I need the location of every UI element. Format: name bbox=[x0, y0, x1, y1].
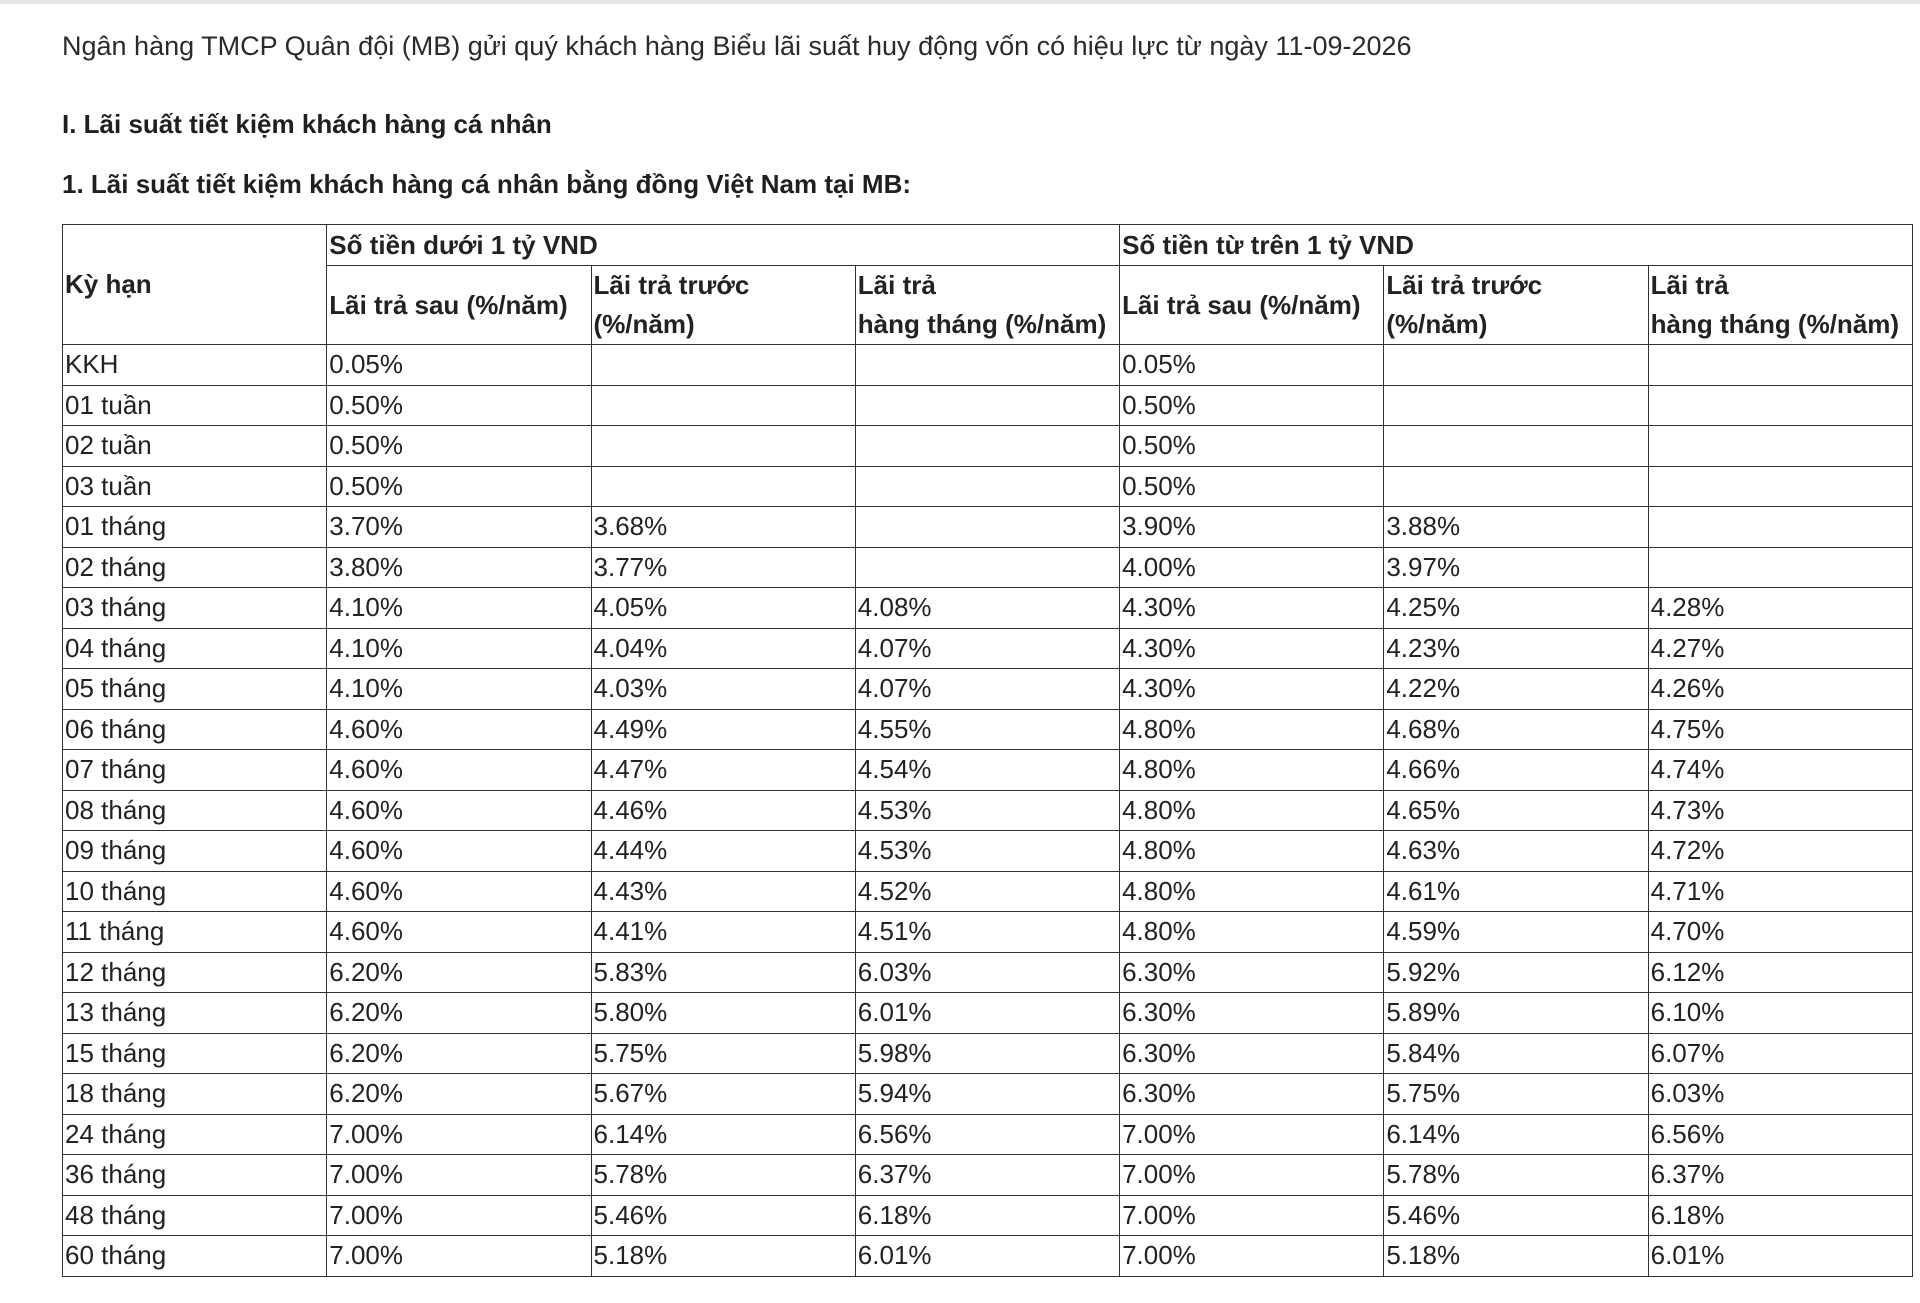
table-row bbox=[63, 547, 1913, 588]
column-header-line: (%/năm) bbox=[1386, 309, 1488, 339]
rate-cell: 3.97% bbox=[1384, 547, 1648, 588]
rate-cell: 4.61% bbox=[1384, 871, 1648, 912]
term-cell: 01 tuần bbox=[63, 385, 327, 426]
rate-cell: 7.00% bbox=[1120, 1155, 1384, 1196]
rate-cell: 5.80% bbox=[591, 993, 855, 1034]
rate-cell bbox=[1384, 466, 1648, 507]
rate-cell: 4.07% bbox=[855, 669, 1119, 710]
rate-cell: 7.00% bbox=[327, 1195, 591, 1236]
rate-cell: 5.78% bbox=[591, 1155, 855, 1196]
table-row bbox=[63, 385, 1913, 426]
rate-cell bbox=[591, 426, 855, 467]
table-row bbox=[63, 993, 1913, 1034]
rate-cell: 6.30% bbox=[1120, 1074, 1384, 1115]
rate-cell bbox=[855, 507, 1119, 548]
rate-cell: 4.72% bbox=[1648, 831, 1912, 872]
rate-cell bbox=[1648, 507, 1912, 548]
column-header bbox=[855, 266, 1119, 345]
rate-cell bbox=[855, 426, 1119, 467]
rate-cell: 4.30% bbox=[1120, 588, 1384, 629]
rate-cell: 5.67% bbox=[591, 1074, 855, 1115]
subsection-heading: 1. Lãi suất tiết kiệm khách hàng cá nhân bằng đồng Việt Nam tại MB: bbox=[62, 169, 912, 199]
table-row bbox=[63, 1155, 1913, 1196]
column-header bbox=[591, 266, 855, 345]
rate-cell: 6.56% bbox=[1648, 1114, 1912, 1155]
rate-cell bbox=[591, 385, 855, 426]
group-header-under-1b: Số tiền dưới 1 tỷ VND bbox=[327, 225, 1120, 266]
rate-cell: 6.18% bbox=[855, 1195, 1119, 1236]
rate-cell bbox=[591, 345, 855, 386]
rate-cell bbox=[1384, 385, 1648, 426]
rate-cell: 6.12% bbox=[1648, 952, 1912, 993]
rate-cell: 4.41% bbox=[591, 912, 855, 953]
rate-cell bbox=[855, 466, 1119, 507]
rate-cell: 6.01% bbox=[1648, 1236, 1912, 1277]
rate-cell: 4.08% bbox=[855, 588, 1119, 629]
rate-cell: 4.53% bbox=[855, 831, 1119, 872]
column-header-line: Lãi trả sau (%/năm) bbox=[1122, 289, 1361, 320]
rate-cell: 4.47% bbox=[591, 750, 855, 791]
rate-cell: 4.80% bbox=[1120, 709, 1384, 750]
term-cell: 02 tuần bbox=[63, 426, 327, 467]
rate-cell: 4.55% bbox=[855, 709, 1119, 750]
rate-cell: 4.22% bbox=[1384, 669, 1648, 710]
rate-cell: 4.63% bbox=[1384, 831, 1648, 872]
rate-cell: 4.60% bbox=[327, 790, 591, 831]
rate-cell: 4.03% bbox=[591, 669, 855, 710]
rate-cell: 4.59% bbox=[1384, 912, 1648, 953]
term-cell: 03 tháng bbox=[63, 588, 327, 629]
rate-cell: 6.14% bbox=[591, 1114, 855, 1155]
section-heading: I. Lãi suất tiết kiệm khách hàng cá nhân bbox=[62, 109, 552, 139]
table-row bbox=[63, 709, 1913, 750]
term-cell: 60 tháng bbox=[63, 1236, 327, 1277]
column-header-line: Lãi trả trước bbox=[1386, 270, 1543, 300]
table-row bbox=[63, 1195, 1913, 1236]
table-row bbox=[63, 628, 1913, 669]
rate-cell bbox=[1648, 345, 1912, 386]
rate-cell: 7.00% bbox=[1120, 1195, 1384, 1236]
rate-cell: 6.20% bbox=[327, 993, 591, 1034]
rate-cell: 6.30% bbox=[1120, 952, 1384, 993]
term-cell: 05 tháng bbox=[63, 669, 327, 710]
rate-cell: 7.00% bbox=[327, 1114, 591, 1155]
term-cell: KKH bbox=[63, 345, 327, 386]
rate-cell: 4.80% bbox=[1120, 750, 1384, 791]
table-row bbox=[63, 466, 1913, 507]
term-cell: 04 tháng bbox=[63, 628, 327, 669]
rate-cell bbox=[855, 547, 1119, 588]
table-row bbox=[63, 750, 1913, 791]
rate-cell: 6.30% bbox=[1120, 993, 1384, 1034]
rate-cell: 4.44% bbox=[591, 831, 855, 872]
rate-cell: 4.26% bbox=[1648, 669, 1912, 710]
rate-cell: 3.77% bbox=[591, 547, 855, 588]
rate-cell: 3.68% bbox=[591, 507, 855, 548]
rate-cell: 4.80% bbox=[1120, 831, 1384, 872]
rate-cell: 7.00% bbox=[1120, 1114, 1384, 1155]
rate-cell: 4.68% bbox=[1384, 709, 1648, 750]
rate-cell: 5.94% bbox=[855, 1074, 1119, 1115]
rate-cell bbox=[1648, 466, 1912, 507]
rate-cell: 6.01% bbox=[855, 1236, 1119, 1277]
term-cell: 12 tháng bbox=[63, 952, 327, 993]
rate-cell: 4.23% bbox=[1384, 628, 1648, 669]
rate-cell: 0.50% bbox=[327, 385, 591, 426]
rate-cell: 6.37% bbox=[1648, 1155, 1912, 1196]
rate-cell: 4.05% bbox=[591, 588, 855, 629]
rate-cell: 6.14% bbox=[1384, 1114, 1648, 1155]
column-header-line: Lãi trả bbox=[1650, 270, 1729, 300]
rate-cell: 6.18% bbox=[1648, 1195, 1912, 1236]
rate-cell bbox=[591, 466, 855, 507]
term-cell: 03 tuần bbox=[63, 466, 327, 507]
rate-cell: 5.89% bbox=[1384, 993, 1648, 1034]
column-header bbox=[327, 266, 591, 345]
rate-cell: 4.80% bbox=[1120, 871, 1384, 912]
rate-cell bbox=[1648, 547, 1912, 588]
rate-cell: 6.20% bbox=[327, 1074, 591, 1115]
rate-cell: 5.98% bbox=[855, 1033, 1119, 1074]
table-row bbox=[63, 912, 1913, 953]
term-cell: 24 tháng bbox=[63, 1114, 327, 1155]
table-row bbox=[63, 345, 1913, 386]
term-cell: 10 tháng bbox=[63, 871, 327, 912]
rate-cell: 4.60% bbox=[327, 871, 591, 912]
table-row bbox=[63, 1236, 1913, 1277]
rate-cell: 4.60% bbox=[327, 831, 591, 872]
rate-cell: 0.05% bbox=[1120, 345, 1384, 386]
rate-cell: 0.05% bbox=[327, 345, 591, 386]
term-cell: 11 tháng bbox=[63, 912, 327, 953]
rate-cell bbox=[1648, 426, 1912, 467]
rate-cell: 6.10% bbox=[1648, 993, 1912, 1034]
column-header-line: (%/năm) bbox=[593, 309, 695, 339]
rate-cell: 4.07% bbox=[855, 628, 1119, 669]
rate-cell: 4.70% bbox=[1648, 912, 1912, 953]
table-row bbox=[63, 871, 1913, 912]
rate-cell bbox=[1384, 426, 1648, 467]
table-row bbox=[63, 1114, 1913, 1155]
rate-cell: 4.28% bbox=[1648, 588, 1912, 629]
group-header-over-1b: Số tiền từ trên 1 tỷ VND bbox=[1120, 225, 1913, 266]
column-header bbox=[1120, 266, 1384, 345]
rate-cell: 4.53% bbox=[855, 790, 1119, 831]
rate-cell: 5.78% bbox=[1384, 1155, 1648, 1196]
rate-cell bbox=[855, 385, 1119, 426]
rate-cell: 4.74% bbox=[1648, 750, 1912, 791]
rate-cell: 0.50% bbox=[327, 466, 591, 507]
rate-cell: 4.00% bbox=[1120, 547, 1384, 588]
rate-cell: 4.80% bbox=[1120, 912, 1384, 953]
term-cell: 36 tháng bbox=[63, 1155, 327, 1196]
rate-cell: 4.60% bbox=[327, 750, 591, 791]
rate-cell: 4.80% bbox=[1120, 790, 1384, 831]
rate-cell: 4.10% bbox=[327, 669, 591, 710]
rate-cell: 4.04% bbox=[591, 628, 855, 669]
rate-cell: 0.50% bbox=[1120, 426, 1384, 467]
rate-cell: 7.00% bbox=[1120, 1236, 1384, 1277]
rate-cell: 3.88% bbox=[1384, 507, 1648, 548]
rate-cell: 4.10% bbox=[327, 628, 591, 669]
term-header: Kỳ hạn bbox=[63, 225, 327, 345]
term-cell: 18 tháng bbox=[63, 1074, 327, 1115]
rate-cell: 4.25% bbox=[1384, 588, 1648, 629]
rate-cell: 4.49% bbox=[591, 709, 855, 750]
rate-cell bbox=[855, 345, 1119, 386]
rate-cell: 4.43% bbox=[591, 871, 855, 912]
table-row bbox=[63, 790, 1913, 831]
term-cell: 01 tháng bbox=[63, 507, 327, 548]
rate-cell: 5.75% bbox=[1384, 1074, 1648, 1115]
term-cell: 08 tháng bbox=[63, 790, 327, 831]
rate-cell: 5.18% bbox=[591, 1236, 855, 1277]
rate-cell: 3.90% bbox=[1120, 507, 1384, 548]
table-row bbox=[63, 588, 1913, 629]
rate-cell: 4.65% bbox=[1384, 790, 1648, 831]
rate-cell: 7.00% bbox=[327, 1236, 591, 1277]
top-shade bbox=[0, 0, 1920, 4]
rate-cell: 5.92% bbox=[1384, 952, 1648, 993]
rate-cell: 5.46% bbox=[591, 1195, 855, 1236]
rate-cell: 7.00% bbox=[327, 1155, 591, 1196]
rate-cell: 5.18% bbox=[1384, 1236, 1648, 1277]
rate-cell: 6.20% bbox=[327, 1033, 591, 1074]
column-header-line: hàng tháng (%/năm) bbox=[857, 309, 1107, 339]
rate-cell: 4.52% bbox=[855, 871, 1119, 912]
rate-cell: 4.27% bbox=[1648, 628, 1912, 669]
rate-cell: 6.30% bbox=[1120, 1033, 1384, 1074]
rate-cell: 6.01% bbox=[855, 993, 1119, 1034]
table-row bbox=[63, 669, 1913, 710]
term-cell: 09 tháng bbox=[63, 831, 327, 872]
rate-cell: 4.60% bbox=[327, 709, 591, 750]
rate-cell: 5.83% bbox=[591, 952, 855, 993]
rate-cell: 6.37% bbox=[855, 1155, 1119, 1196]
rate-cell: 4.46% bbox=[591, 790, 855, 831]
table-row bbox=[63, 426, 1913, 467]
table-row bbox=[63, 1074, 1913, 1115]
rate-cell: 6.03% bbox=[1648, 1074, 1912, 1115]
column-header bbox=[1384, 266, 1648, 345]
rate-cell: 4.66% bbox=[1384, 750, 1648, 791]
rate-cell bbox=[1384, 345, 1648, 386]
rate-cell: 4.54% bbox=[855, 750, 1119, 791]
column-header-line: Lãi trả sau (%/năm) bbox=[329, 289, 568, 320]
rate-cell bbox=[1648, 385, 1912, 426]
column-header-line: Lãi trả bbox=[857, 270, 936, 300]
table-row bbox=[63, 831, 1913, 872]
rate-cell: 4.73% bbox=[1648, 790, 1912, 831]
table-row bbox=[63, 952, 1913, 993]
term-cell: 15 tháng bbox=[63, 1033, 327, 1074]
term-cell: 06 tháng bbox=[63, 709, 327, 750]
rate-cell: 3.70% bbox=[327, 507, 591, 548]
rate-cell: 5.75% bbox=[591, 1033, 855, 1074]
article-content bbox=[62, 28, 1912, 202]
table-row bbox=[63, 507, 1913, 548]
column-header-line: hàng tháng (%/năm) bbox=[1650, 309, 1900, 339]
term-cell: 02 tháng bbox=[63, 547, 327, 588]
rate-cell: 6.07% bbox=[1648, 1033, 1912, 1074]
term-cell: 13 tháng bbox=[63, 993, 327, 1034]
term-cell: 48 tháng bbox=[63, 1195, 327, 1236]
rate-cell: 5.84% bbox=[1384, 1033, 1648, 1074]
rate-cell: 6.03% bbox=[855, 952, 1119, 993]
rate-cell: 0.50% bbox=[327, 426, 591, 467]
rate-cell: 4.71% bbox=[1648, 871, 1912, 912]
rate-cell: 4.30% bbox=[1120, 669, 1384, 710]
rate-cell: 0.50% bbox=[1120, 385, 1384, 426]
rate-cell: 3.80% bbox=[327, 547, 591, 588]
interest-rate-table bbox=[62, 224, 1913, 1277]
rate-cell: 0.50% bbox=[1120, 466, 1384, 507]
intro-paragraph: Ngân hàng TMCP Quân đội (MB) gửi quý khách hàng Biểu lãi suất huy động vốn có hiệu lực từ ngày 11-09-2026 bbox=[62, 31, 1412, 61]
rate-cell: 4.10% bbox=[327, 588, 591, 629]
column-header-line: Lãi trả trước bbox=[593, 270, 750, 300]
rate-cell: 4.75% bbox=[1648, 709, 1912, 750]
table-row bbox=[63, 1033, 1913, 1074]
rate-cell: 6.20% bbox=[327, 952, 591, 993]
rate-cell: 4.51% bbox=[855, 912, 1119, 953]
rate-cell: 4.60% bbox=[327, 912, 591, 953]
term-cell: 07 tháng bbox=[63, 750, 327, 791]
column-header bbox=[1648, 266, 1912, 345]
rate-cell: 6.56% bbox=[855, 1114, 1119, 1155]
rate-cell: 5.46% bbox=[1384, 1195, 1648, 1236]
rate-cell: 4.30% bbox=[1120, 628, 1384, 669]
